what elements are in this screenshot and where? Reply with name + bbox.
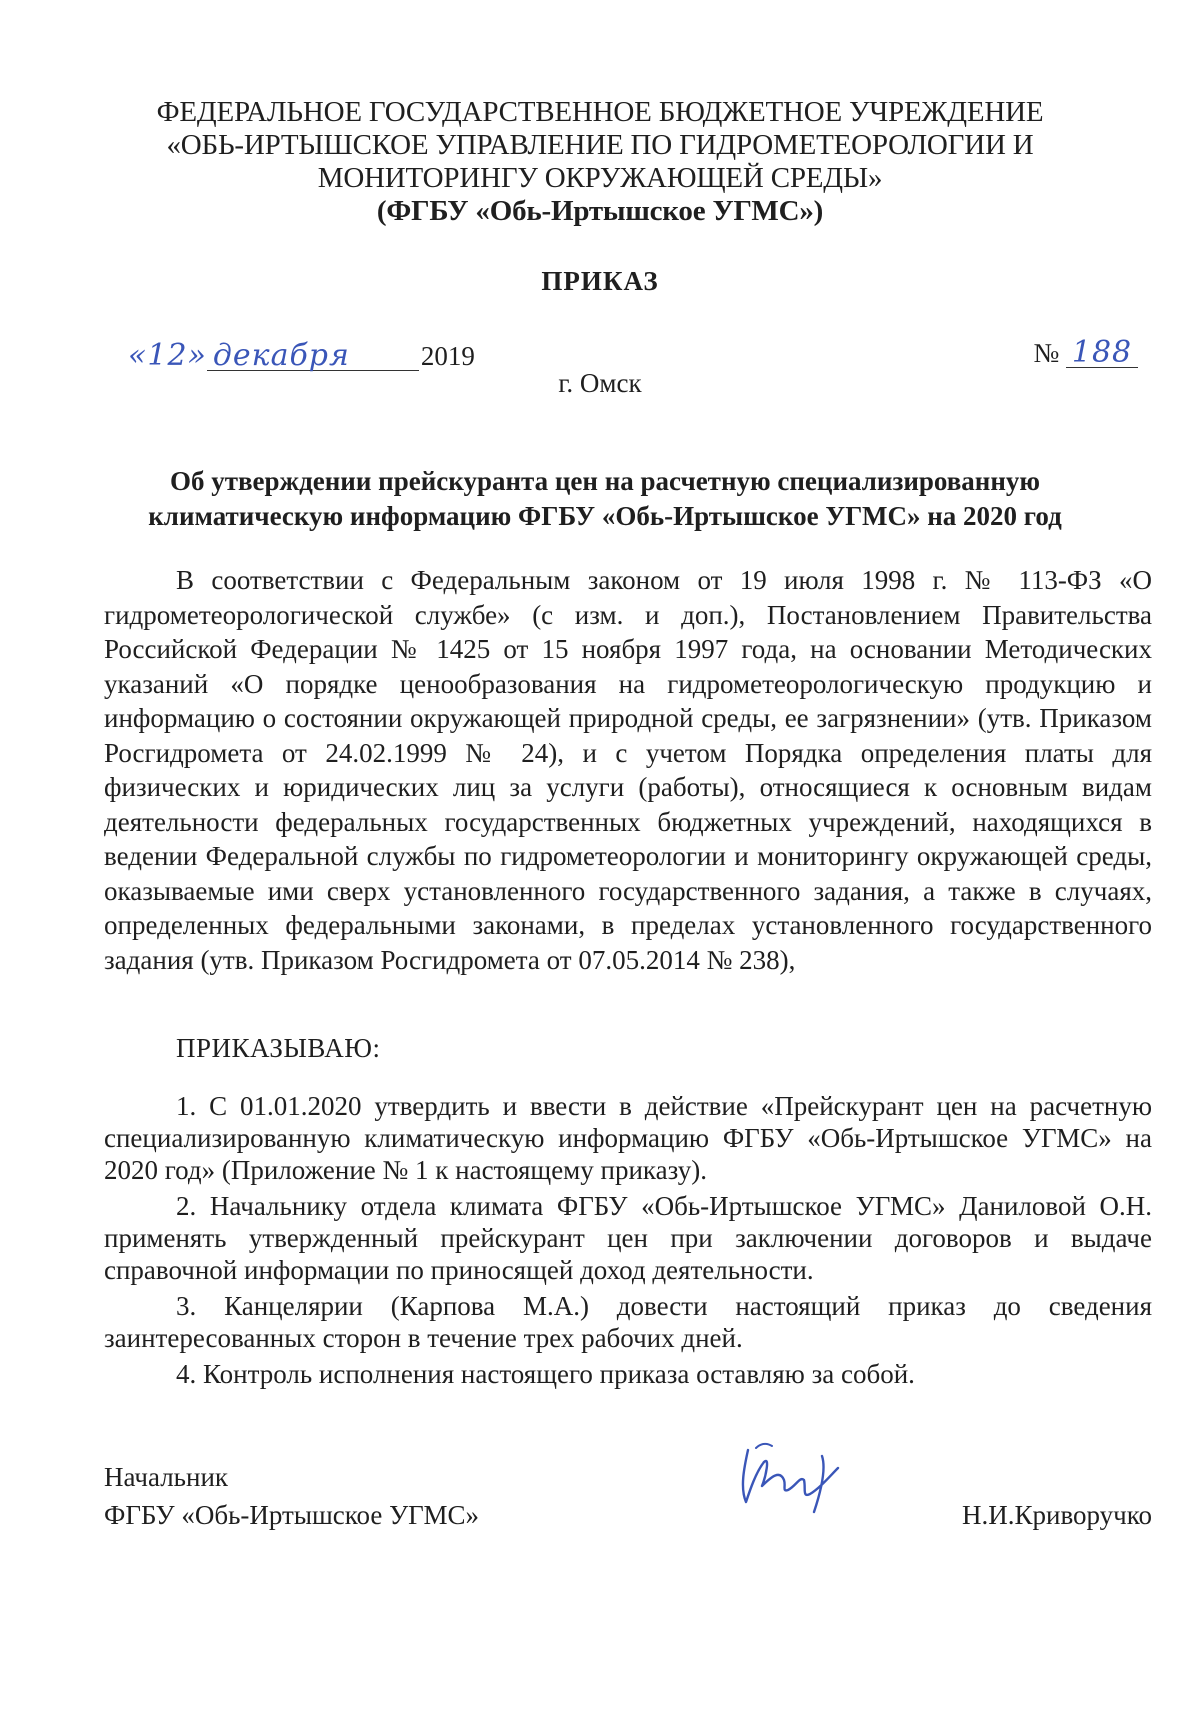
signature-block — [104, 1458, 1152, 1538]
subject-line-1: Об утверждении прейскуранта цен на расчетную специализированную — [169, 466, 1041, 496]
preamble-paragraph: В соответствии с Федеральным законом от 19 июля 1998 г. № 113-ФЗ «О гидрометеорологической службе» (с изм. и доп.), Постановлением Правительства Российской Федерации № 1425 от 15 ноября 1997 года, на основании Методических указаний «О порядке ценообразования на гидрометеорологическую продукцию и информацию о состоянии окружающей природной среды, ее загрязнении» (утв. Приказом Росгидромета от 24.02.1999 № 24), и с учетом Порядка определения платы для физических и юридических лиц за услуги (работы), относящиеся к основным видам деятельности федеральных государственных бюджетных учреждений, находящихся в ведении Федеральной службы по гидрометеорологии и мониторингу окружающей среды, оказываемые ими сверх установленного государственного задания, а также в случаях, определенных федеральными законами, в пределах установленного государственного задания (утв. Приказом Росгидромета от 07.05.2014 № 238), — [104, 565, 1152, 975]
order-item-2: 2. Начальнику отдела климата ФГБУ «Обь-Иртышское УГМС» Даниловой О.Н. применять утвержденный прейскурант цен при заключении договоров и выдаче справочной информации по приносящей доход деятельности. — [104, 1191, 1152, 1285]
date-month: декабря — [207, 342, 419, 371]
number-value: 188 — [1066, 339, 1138, 368]
signatory-position-line-1: Начальник — [104, 1462, 229, 1492]
header-line-2: «ОБЬ-ИРТЫШСКОЕ УПРАВЛЕНИЕ ПО ГИДРОМЕТЕОРОЛОГИИ И — [166, 129, 1034, 161]
signatory-position — [104, 1458, 479, 1534]
number-label: № — [1033, 338, 1060, 368]
signatory-name: Н.И.Криворучко — [962, 1500, 1152, 1530]
header-line-3: МОНИТОРИНГУ ОКРУЖАЮЩЕЙ СРЕДЫ» — [317, 162, 883, 194]
organization-header — [0, 96, 1200, 228]
order-subject — [100, 464, 1110, 534]
handwritten-signature — [726, 1428, 856, 1518]
city: г. Омск — [558, 368, 642, 398]
header-short-name: (ФГБУ «Обь-Иртышское УГМС») — [376, 195, 824, 227]
date-year: 2019 — [420, 341, 475, 371]
signatory-position-line-2: ФГБУ «Обь-Иртышское УГМС» — [104, 1500, 479, 1530]
date-close-quote: » — [187, 338, 207, 373]
order-item-4: 4. Контроль исполнения настоящего приказа оставляю за собой. — [176, 1359, 915, 1389]
order-items — [104, 1090, 1152, 1394]
order-title: ПРИКАЗ — [541, 266, 659, 296]
header-line-1: ФЕДЕРАЛЬНОЕ ГОСУДАРСТВЕННОЕ БЮДЖЕТНОЕ УЧРЕЖДЕНИЕ — [156, 96, 1044, 128]
decree-word: ПРИКАЗЫВАЮ: — [176, 1033, 381, 1063]
date-day: 12 — [147, 338, 188, 373]
date-open-quote: « — [128, 338, 148, 373]
order-item-1: 1. С 01.01.2020 утвердить и ввести в действие «Прейскурант цен на расчетную специализированную климатическую информацию ФГБУ «Обь-Иртышское УГМС» на 2020 год» (Приложение № 1 к настоящему приказу). — [104, 1091, 1152, 1185]
order-number — [1033, 335, 1138, 370]
subject-line-2: климатическую информацию ФГБУ «Обь-Иртышское УГМС» на 2020 год — [148, 501, 1062, 531]
order-item-3: 3. Канцелярии (Карпова М.А.) довести настоящий приказ до сведения заинтересованных сторон в течение трех рабочих дней. — [104, 1291, 1152, 1353]
